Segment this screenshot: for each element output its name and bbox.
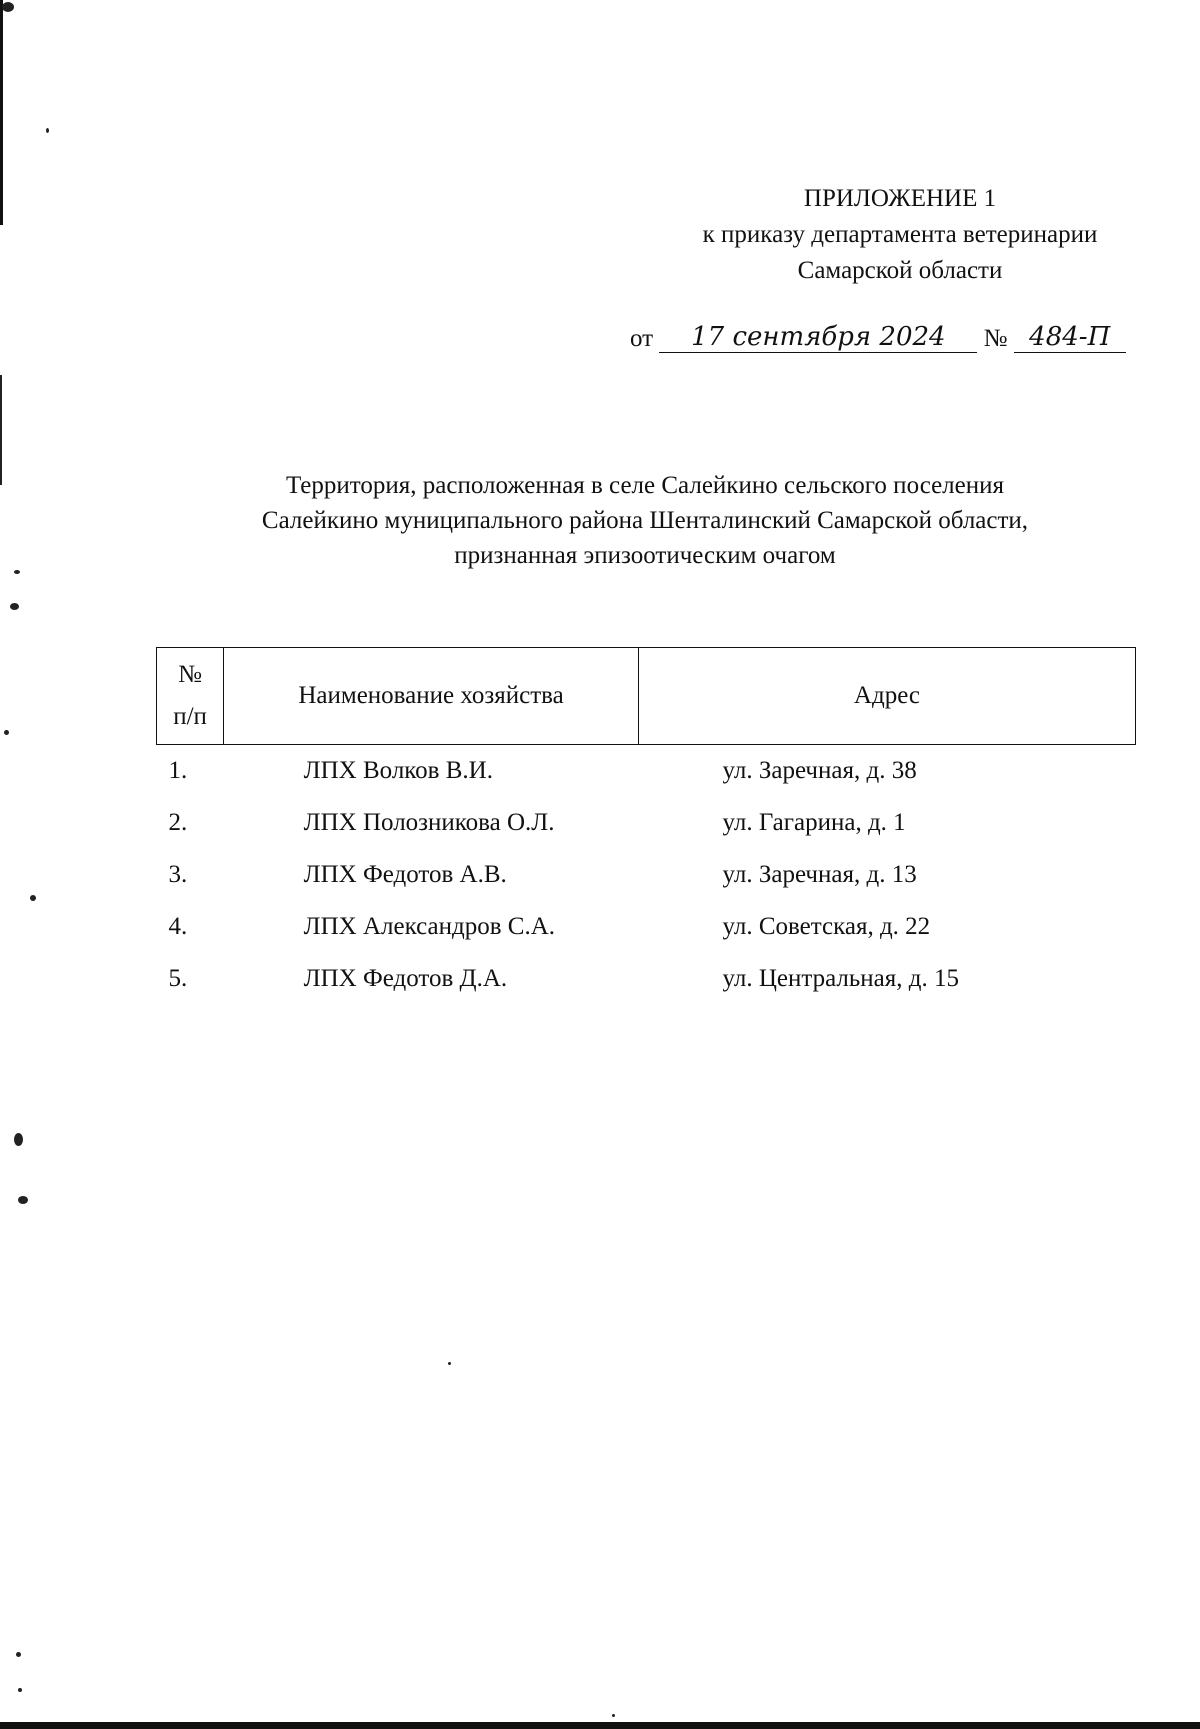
scan-speck [46, 128, 49, 133]
order-line [630, 322, 1150, 353]
row-address: ул. Заречная, д. 38 [722, 757, 917, 784]
header-number-line-2: п/п [173, 703, 207, 730]
table-row [157, 745, 1136, 798]
row-name: ЛПХ Федотов Д.А. [303, 965, 508, 992]
row-number: 5. [168, 965, 188, 992]
appendix-header [620, 181, 1180, 289]
date-prefix: от [630, 325, 654, 352]
row-number: 2. [168, 809, 188, 836]
scan-speck [2, 2, 14, 12]
table-row [157, 797, 1136, 849]
table-row [157, 953, 1136, 1005]
appendix-line-2: Самарской области [797, 257, 1003, 284]
row-address: ул. Заречная, д. 13 [722, 861, 917, 888]
scan-speck [30, 895, 36, 901]
scan-speck [4, 730, 9, 735]
farms-table [156, 647, 1136, 1005]
table-row [157, 901, 1136, 953]
row-number: 1. [168, 757, 188, 784]
row-name: ЛПХ Полозникова О.Л. [303, 809, 555, 836]
header-number [157, 648, 224, 745]
appendix-title: ПРИЛОЖЕНИЕ 1 [803, 185, 997, 212]
scan-bottom-edge [0, 1722, 1200, 1729]
scan-speck [16, 1652, 21, 1657]
scan-speck [612, 1714, 615, 1717]
table-header-row [157, 648, 1136, 745]
handwritten-order-number: 484-П [1014, 322, 1126, 353]
document-title-line-2: Салейкино муниципального района Шенталинский Самарской области, [261, 507, 1029, 534]
scan-speck [18, 1196, 28, 1204]
header-number-line-1: № [178, 661, 202, 688]
table-row [157, 849, 1136, 901]
scan-speck [10, 603, 19, 610]
scan-speck [18, 1688, 22, 1692]
scan-edge-artifact [0, 0, 3, 225]
row-address: ул. Гагарина, д. 1 [722, 809, 906, 836]
header-address: Адрес [638, 648, 1135, 745]
number-prefix: № [983, 325, 1008, 352]
header-name: Наименование хозяйства [224, 648, 639, 745]
row-name: ЛПХ Александров С.А. [303, 913, 555, 940]
row-number: 3. [168, 861, 188, 888]
row-name: ЛПХ Федотов А.В. [303, 861, 507, 888]
document-title [130, 468, 1160, 573]
scan-speck [14, 1133, 23, 1146]
scan-speck [448, 1362, 451, 1365]
row-number: 4. [168, 913, 188, 940]
row-name: ЛПХ Волков В.И. [303, 757, 493, 784]
appendix-line-1: к приказу департамента ветеринарии [702, 221, 1098, 248]
row-address: ул. Центральная, д. 15 [722, 965, 959, 992]
handwritten-date: 17 сентября 2024 [659, 322, 977, 353]
row-address: ул. Советская, д. 22 [722, 913, 931, 940]
document-title-line-3: признанная эпизоотическим очагом [454, 542, 836, 569]
document-title-line-1: Территория, расположенная в селе Салейкино сельского поселения [285, 472, 1005, 499]
scan-speck [14, 570, 20, 574]
scan-edge-artifact [0, 375, 2, 485]
